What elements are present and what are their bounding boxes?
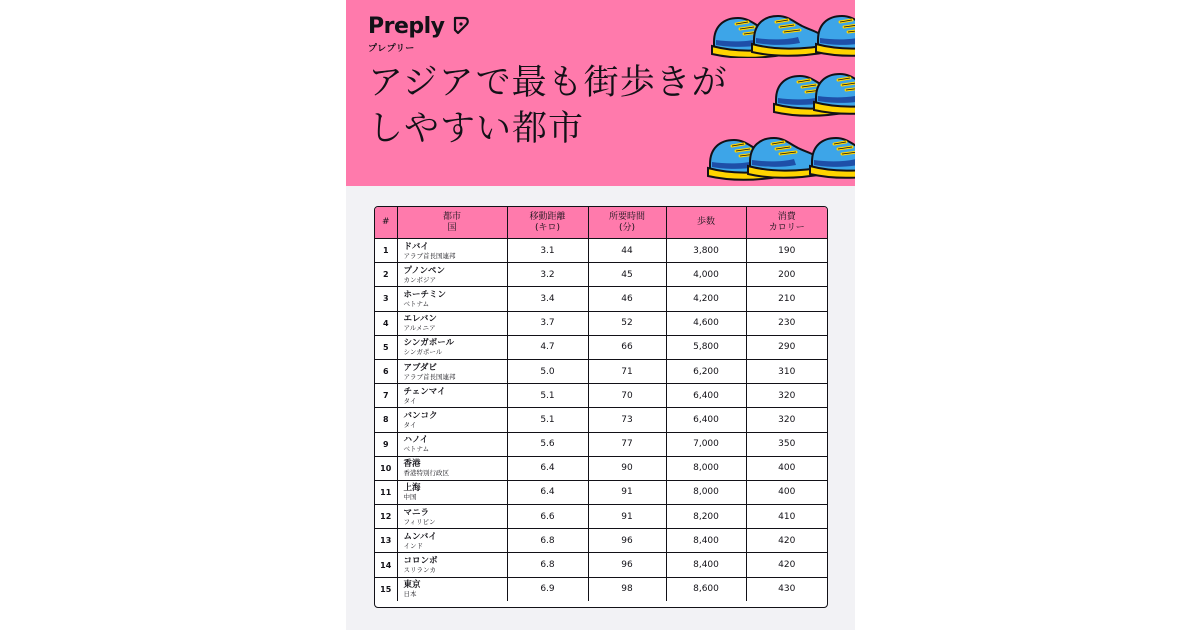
distance-cell: 3.4 bbox=[507, 287, 588, 311]
city-cell bbox=[397, 408, 507, 432]
rank-cell: 14 bbox=[375, 553, 397, 577]
country-name: 日本 bbox=[403, 590, 417, 599]
country-name: 中国 bbox=[403, 493, 417, 502]
city-name: シンガポール bbox=[403, 338, 455, 349]
country-name: アルメニア bbox=[403, 324, 436, 333]
col-city: 都市 国 bbox=[397, 207, 507, 239]
country-name: タイ bbox=[403, 420, 417, 429]
city-name: ムンバイ bbox=[403, 531, 437, 542]
calories-cell: 200 bbox=[746, 263, 827, 287]
distance-cell: 5.6 bbox=[507, 432, 588, 456]
rank-cell: 9 bbox=[375, 432, 397, 456]
city-name: 上海 bbox=[403, 483, 421, 494]
distance-cell: 4.7 bbox=[507, 335, 588, 359]
rank-cell: 15 bbox=[375, 577, 397, 601]
city-cell bbox=[397, 456, 507, 480]
steps-cell: 8,600 bbox=[666, 577, 746, 601]
country-name: スリランカ bbox=[403, 566, 436, 575]
table-row bbox=[375, 287, 827, 311]
country-name: アラブ首長国連邦 bbox=[403, 372, 456, 381]
city-name: 東京 bbox=[403, 580, 421, 591]
steps-cell: 8,000 bbox=[666, 480, 746, 504]
sneakers-icon bbox=[706, 126, 855, 181]
country-name: アラブ首長国連邦 bbox=[403, 251, 456, 260]
table-row bbox=[375, 384, 827, 408]
steps-cell: 7,000 bbox=[666, 432, 746, 456]
table-row bbox=[375, 505, 827, 529]
time-cell: 45 bbox=[588, 263, 666, 287]
rank-cell: 13 bbox=[375, 529, 397, 553]
city-name: アブダビ bbox=[403, 362, 437, 373]
city-name: マニラ bbox=[403, 507, 430, 518]
city-name: ホーチミン bbox=[403, 289, 447, 300]
col-steps: 歩数 bbox=[666, 207, 746, 239]
steps-cell: 4,600 bbox=[666, 311, 746, 335]
country-name: 香港特別行政区 bbox=[403, 469, 449, 478]
table-row bbox=[375, 529, 827, 553]
city-cell bbox=[397, 359, 507, 383]
calories-cell: 210 bbox=[746, 287, 827, 311]
rank-cell: 5 bbox=[375, 335, 397, 359]
col-calories: 消費 カロリー bbox=[746, 207, 827, 239]
calories-cell: 320 bbox=[746, 408, 827, 432]
title-line-2: しやすい都市 bbox=[368, 109, 585, 149]
country-name: フィリピン bbox=[403, 517, 436, 526]
city-name: ハノイ bbox=[403, 435, 429, 446]
calories-cell: 190 bbox=[746, 239, 827, 263]
rank-cell: 10 bbox=[375, 456, 397, 480]
time-cell: 77 bbox=[588, 432, 666, 456]
rank-cell: 12 bbox=[375, 505, 397, 529]
city-name: バンコク bbox=[403, 410, 438, 421]
time-cell: 46 bbox=[588, 287, 666, 311]
sneakers-icon bbox=[772, 66, 855, 118]
steps-cell: 8,000 bbox=[666, 456, 746, 480]
city-cell bbox=[397, 311, 507, 335]
time-cell: 73 bbox=[588, 408, 666, 432]
city-cell bbox=[397, 384, 507, 408]
city-name: エレバン bbox=[403, 314, 437, 325]
calories-cell: 290 bbox=[746, 335, 827, 359]
infographic-card bbox=[346, 0, 855, 630]
distance-cell: 6.4 bbox=[507, 456, 588, 480]
table-row bbox=[375, 553, 827, 577]
time-cell: 96 bbox=[588, 553, 666, 577]
ranking-table bbox=[374, 206, 828, 608]
calories-cell: 420 bbox=[746, 553, 827, 577]
rank-cell: 6 bbox=[375, 359, 397, 383]
city-cell bbox=[397, 335, 507, 359]
calories-cell: 410 bbox=[746, 505, 827, 529]
steps-cell: 6,400 bbox=[666, 384, 746, 408]
city-cell bbox=[397, 263, 507, 287]
rank-cell: 3 bbox=[375, 287, 397, 311]
time-cell: 91 bbox=[588, 505, 666, 529]
calories-cell: 350 bbox=[746, 432, 827, 456]
distance-cell: 6.8 bbox=[507, 553, 588, 577]
city-cell bbox=[397, 239, 507, 263]
city-cell bbox=[397, 577, 507, 601]
rank-cell: 1 bbox=[375, 239, 397, 263]
steps-cell: 6,200 bbox=[666, 359, 746, 383]
table-row bbox=[375, 408, 827, 432]
distance-cell: 3.1 bbox=[507, 239, 588, 263]
steps-cell: 5,800 bbox=[666, 335, 746, 359]
time-cell: 70 bbox=[588, 384, 666, 408]
city-cell bbox=[397, 480, 507, 504]
table-row bbox=[375, 335, 827, 359]
calories-cell: 230 bbox=[746, 311, 827, 335]
time-cell: 98 bbox=[588, 577, 666, 601]
country-name: カンボジア bbox=[403, 275, 436, 284]
table-row bbox=[375, 432, 827, 456]
steps-cell: 8,400 bbox=[666, 529, 746, 553]
rank-cell: 2 bbox=[375, 263, 397, 287]
steps-cell: 3,800 bbox=[666, 239, 746, 263]
rank-cell: 8 bbox=[375, 408, 397, 432]
page-title bbox=[368, 60, 728, 152]
table-row bbox=[375, 239, 827, 263]
table-row bbox=[375, 480, 827, 504]
steps-cell: 8,200 bbox=[666, 505, 746, 529]
col-rank: # bbox=[375, 207, 397, 239]
city-name: チェンマイ bbox=[403, 386, 446, 397]
time-cell: 96 bbox=[588, 529, 666, 553]
calories-cell: 430 bbox=[778, 584, 796, 595]
city-name: プノンペン bbox=[403, 265, 445, 276]
header-banner bbox=[346, 0, 855, 186]
distance-cell: 5.1 bbox=[507, 408, 588, 432]
table-row bbox=[375, 263, 827, 287]
steps-cell: 4,200 bbox=[666, 287, 746, 311]
distance-cell: 5.1 bbox=[507, 384, 588, 408]
rank-cell: 4 bbox=[375, 311, 397, 335]
city-cell bbox=[397, 505, 507, 529]
calories-cell: 400 bbox=[746, 456, 827, 480]
country-name: ベトナム bbox=[403, 445, 430, 454]
table-row bbox=[375, 456, 827, 480]
calories-cell: 420 bbox=[746, 529, 827, 553]
brand-name: Preply bbox=[368, 14, 445, 39]
col-time: 所要時間 (分) bbox=[588, 207, 666, 239]
table-row bbox=[375, 359, 827, 383]
calories-cell: 400 bbox=[746, 480, 827, 504]
distance-cell: 6.9 bbox=[507, 577, 588, 601]
table-header-row bbox=[375, 207, 827, 239]
time-cell: 52 bbox=[588, 311, 666, 335]
country-name: シンガポール bbox=[403, 348, 443, 357]
rank-cell: 11 bbox=[375, 480, 397, 504]
time-cell: 91 bbox=[588, 480, 666, 504]
city-name: ドバイ bbox=[403, 241, 429, 252]
calories-cell: 320 bbox=[746, 384, 827, 408]
brand-sub: プレプリー bbox=[368, 44, 415, 54]
country-name: ベトナム bbox=[403, 299, 430, 308]
distance-cell: 3.2 bbox=[507, 263, 588, 287]
city-name: 香港 bbox=[403, 459, 421, 470]
city-cell bbox=[397, 553, 507, 577]
time-cell: 90 bbox=[588, 456, 666, 480]
distance-cell: 6.8 bbox=[507, 529, 588, 553]
steps-cell: 6,400 bbox=[666, 408, 746, 432]
sneakers-icon bbox=[710, 6, 855, 58]
city-cell bbox=[397, 432, 507, 456]
time-cell: 44 bbox=[588, 239, 666, 263]
country-name: タイ bbox=[403, 396, 417, 405]
distance-cell: 3.7 bbox=[507, 311, 588, 335]
preply-logo[interactable] bbox=[368, 14, 470, 54]
title-line-1: アジアで最も街歩きが bbox=[368, 63, 728, 103]
table-row bbox=[375, 311, 827, 335]
calories-cell: 310 bbox=[746, 359, 827, 383]
time-cell: 66 bbox=[588, 335, 666, 359]
country-name: インド bbox=[403, 541, 423, 550]
city-cell bbox=[397, 529, 507, 553]
time-cell: 71 bbox=[588, 359, 666, 383]
steps-cell: 4,000 bbox=[666, 263, 746, 287]
steps-cell: 8,400 bbox=[666, 553, 746, 577]
col-distance: 移動距離 (キロ) bbox=[507, 207, 588, 239]
city-name: コロンボ bbox=[403, 556, 438, 567]
distance-cell: 6.6 bbox=[507, 505, 588, 529]
preply-mark-icon bbox=[452, 16, 470, 40]
distance-cell: 6.4 bbox=[507, 480, 588, 504]
distance-cell: 5.0 bbox=[507, 359, 588, 383]
rank-cell: 7 bbox=[375, 384, 397, 408]
city-cell bbox=[397, 287, 507, 311]
table-row bbox=[375, 577, 827, 601]
